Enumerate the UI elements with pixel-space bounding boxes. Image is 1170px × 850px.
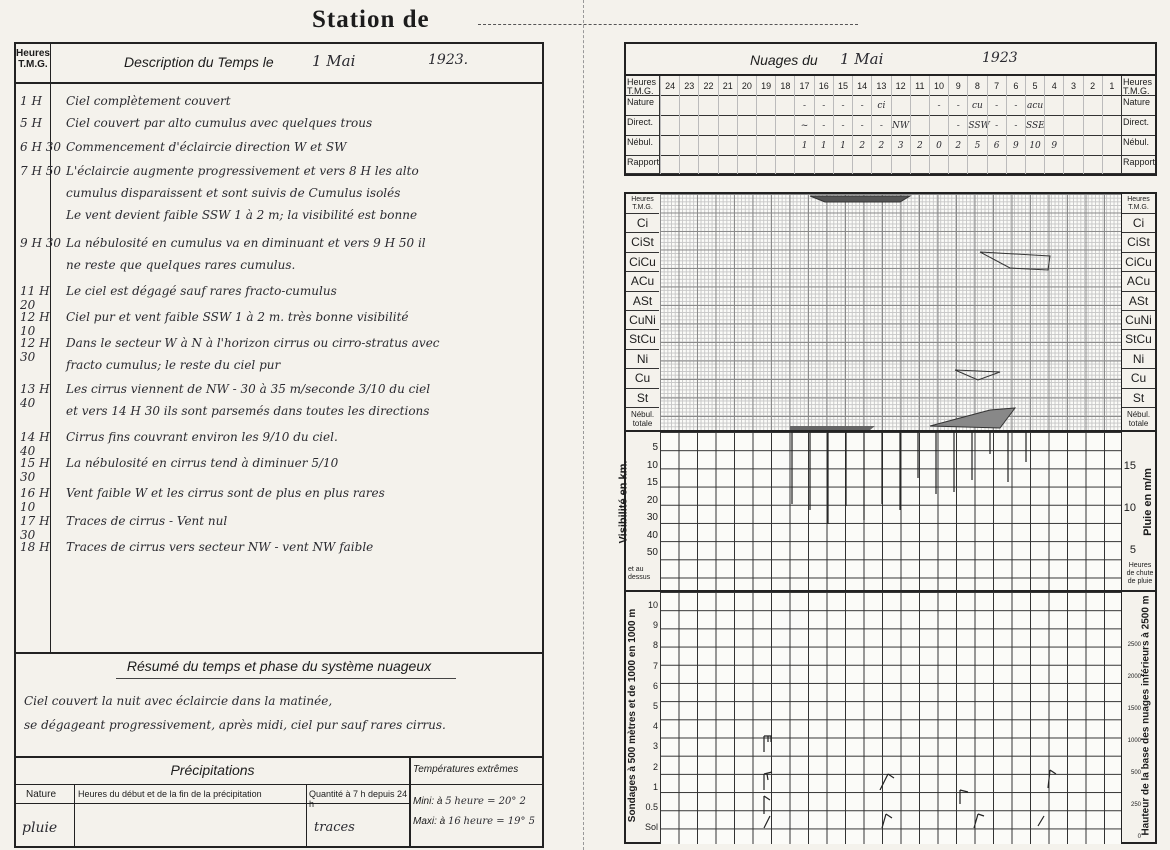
clouds-cell [1063, 136, 1082, 156]
clouds-cell [794, 156, 813, 174]
cloud-base-ticks [1123, 592, 1143, 844]
clouds-cell: SSW [967, 116, 986, 136]
description-rows [16, 88, 542, 648]
clouds-cell [1083, 156, 1102, 174]
clouds-cell [910, 96, 929, 116]
axis-tick-label: 0.5 [645, 802, 658, 812]
clouds-cell: 4 [1044, 76, 1063, 96]
clouds-cell [660, 116, 679, 136]
visibility-marks [660, 432, 1121, 592]
clouds-cell [910, 116, 929, 136]
clouds-cell: 1 [794, 136, 813, 156]
clouds-cell [1044, 156, 1063, 174]
clouds-cell [775, 136, 794, 156]
clouds-cell [737, 156, 756, 174]
clouds-cell [891, 156, 910, 174]
clouds-cell [698, 136, 717, 156]
description-year: 1923. [428, 52, 469, 68]
clouds-cell: 2 [852, 136, 871, 156]
desc-row: 11 H 20 Le ciel est dégagé sauf rares fracto-cumulus [20, 284, 337, 312]
clouds-cell: 14 [852, 76, 871, 96]
precip-col-quantity: Quantité à 7 h depuis 24 h [309, 789, 408, 809]
cloud-type-label: Ci [1122, 214, 1155, 233]
clouds-cell: 8 [967, 76, 986, 96]
clouds-cell [1006, 156, 1025, 174]
desc-row: 12 H 30 Dans le secteur W à N à l'horizon cirrus ou cirro-stratus avec [20, 336, 440, 364]
desc-row: 1 H Ciel complètement couvert [20, 94, 231, 108]
clouds-cell: 9 [948, 76, 967, 96]
clouds-cell: - [1006, 116, 1025, 136]
clouds-cell [1063, 156, 1082, 174]
axis-tick-label: 2 [652, 761, 658, 772]
page-fold [583, 0, 584, 850]
clouds-cell [929, 116, 948, 136]
axis-tick-label: 5 [652, 701, 658, 711]
precip-col-nature: Nature [26, 789, 57, 800]
clouds-label: Nuages du [750, 52, 818, 68]
clouds-cell: 0 [929, 136, 948, 156]
cloud-type-nebul-totale: Nébul. totale [1126, 410, 1151, 428]
clouds-cell: - [948, 96, 967, 116]
clouds-cell [1102, 116, 1121, 136]
clouds-cell: 1 [1102, 76, 1121, 96]
desc-row: 18 H Traces de cirrus vers secteur NW - vent NW faible [20, 540, 374, 554]
clouds-cell: 15 [833, 76, 852, 96]
clouds-row-label-right: Nébul. [1121, 136, 1155, 156]
cloud-type-label: ASt [626, 292, 659, 311]
cloud-type-label: ACu [1122, 272, 1155, 291]
precip-col-divider-2 [306, 784, 307, 848]
cloud-type-label: CuNi [1122, 311, 1155, 330]
axis-tick-label: 10 [646, 459, 658, 471]
cloud-type-label: Ni [1122, 350, 1155, 369]
clouds-cell [775, 116, 794, 136]
description-header [50, 44, 542, 84]
clouds-cell: 7 [987, 76, 1006, 96]
cloud-type-label: St [626, 389, 659, 408]
clouds-cell: 22 [698, 76, 717, 96]
clouds-cell [698, 116, 717, 136]
clouds-cell [1083, 116, 1102, 136]
cloud-type-label: StCu [1122, 330, 1155, 349]
axis-tick-label: 15 [1123, 460, 1136, 472]
clouds-cell: - [814, 116, 833, 136]
axis-tick-label: 0 [1137, 834, 1141, 840]
clouds-cell [737, 136, 756, 156]
resume-section [16, 652, 542, 758]
axis-tick-label: 4 [652, 721, 658, 732]
clouds-cell: - [929, 96, 948, 116]
desc-row: 15 H 30 La nébulosité en cirrus tend à diminuer 5/10 [20, 456, 339, 484]
visibility-extra: et au dessus [628, 566, 651, 581]
axis-tick-label: 6 [652, 680, 658, 691]
clouds-cell: 16 [814, 76, 833, 96]
station-name-line [478, 24, 858, 25]
temp-min-line: Mini: à 5 heure = 20° 2 [413, 796, 526, 807]
clouds-cell [756, 116, 775, 136]
cloud-base-label: Hauteur de la base des nuages inférieurs à 2500 m [1140, 595, 1152, 836]
clouds-row-nebul [626, 136, 1155, 156]
cloud-type-label: CiCu [626, 253, 659, 272]
cloud-type-label: CiSt [1122, 233, 1155, 252]
clouds-row-label-right: Nature [1121, 96, 1155, 116]
axis-tick-label: 30 [646, 512, 658, 523]
cloud-type-label: St [1122, 389, 1155, 408]
clouds-cell [756, 136, 775, 156]
clouds-row-label: Rapport [626, 156, 660, 174]
clouds-cell: 13 [871, 76, 890, 96]
clouds-cell [987, 156, 1006, 174]
desc-row: 9 H 30 La nébulosité en cumulus va en diminuant et vers 9 H 50 il [20, 236, 426, 250]
axis-tick-label: 5 [652, 442, 658, 453]
clouds-cell: - [1006, 96, 1025, 116]
clouds-row-label-right: Rapport [1121, 156, 1155, 174]
clouds-cell [718, 136, 737, 156]
clouds-row-label: Nébul. [626, 136, 660, 156]
clouds-cell [775, 96, 794, 116]
temp-divider [411, 784, 542, 785]
clouds-cell [1044, 96, 1063, 116]
clouds-cell: 1 [814, 136, 833, 156]
clouds-table-body [626, 76, 1155, 174]
cloud-type-label: CiSt [626, 233, 659, 252]
clouds-cell: 2 [1083, 76, 1102, 96]
cloud-type-label: Ni [626, 350, 659, 369]
precip-quantity-value: traces [314, 820, 355, 835]
clouds-cell: - [987, 116, 1006, 136]
clouds-cell [679, 116, 698, 136]
clouds-cell: 12 [891, 76, 910, 96]
clouds-cell [1102, 96, 1121, 116]
cloud-type-label: CuNi [626, 311, 659, 330]
clouds-cell: - [814, 96, 833, 116]
cloud-type-heures: Heures T.M.G. [1122, 194, 1155, 214]
axis-tick-label: Sol [644, 822, 658, 833]
clouds-cell: 24 [660, 76, 679, 96]
desc-row: ne reste que quelques rares cumulus. [66, 258, 296, 272]
clouds-cell [967, 156, 986, 174]
clouds-cell [756, 156, 775, 174]
axis-tick-label: 7 [652, 660, 658, 671]
clouds-cell: ~ [794, 116, 813, 136]
desc-row: 12 H 10 Ciel pur et vent faible SSW 1 à 2 m. très bonne visibilité [20, 310, 409, 338]
clouds-cell [679, 136, 698, 156]
clouds-cell: 19 [756, 76, 775, 96]
description-label: Description du Temps le [124, 54, 274, 70]
clouds-cell [1063, 116, 1082, 136]
precipitation-section [16, 756, 411, 846]
clouds-row-rapport [626, 156, 1155, 174]
clouds-cell [814, 156, 833, 174]
rain-label: Pluie en m/m [1141, 468, 1154, 536]
clouds-row-label: Direct. [626, 116, 660, 136]
soundings-section [626, 590, 1155, 844]
clouds-title-row [626, 44, 1155, 76]
desc-row: 13 H 40 Les cirrus viennent de NW - 30 à 35 m/seconde 3/10 du ciel [20, 382, 431, 410]
clouds-cell: acu [1025, 96, 1044, 116]
wind-sounding-marks [660, 592, 1121, 844]
cloud-types-left-column [626, 194, 661, 430]
clouds-cell: - [871, 116, 890, 136]
clouds-row-direct [626, 116, 1155, 136]
cloud-type-label: CiCu [1122, 253, 1155, 272]
axis-tick-label: 20 [646, 494, 658, 506]
clouds-cell [718, 116, 737, 136]
clouds-cell: - [833, 116, 852, 136]
precip-nature-value: pluie [22, 820, 58, 836]
axis-tick-label: 250 [1130, 802, 1141, 808]
clouds-cell [1063, 96, 1082, 116]
clouds-cell: 2 [948, 136, 967, 156]
clouds-cell: - [794, 96, 813, 116]
clouds-cell: - [987, 96, 1006, 116]
axis-tick-label: 2500 [1127, 642, 1141, 648]
clouds-row-label-right: Direct. [1121, 116, 1155, 136]
clouds-cell: 1 [833, 136, 852, 156]
clouds-cell [1083, 136, 1102, 156]
clouds-cell [698, 96, 717, 116]
clouds-cell [679, 156, 698, 174]
clouds-row-nature [626, 96, 1155, 116]
axis-tick-label: 2000 [1127, 674, 1141, 680]
resume-line-1: Ciel couvert la nuit avec éclaircie dans la matinée, [24, 694, 333, 708]
clouds-cell [737, 96, 756, 116]
clouds-cell [852, 156, 871, 174]
clouds-cell [737, 116, 756, 136]
desc-row: fracto cumulus; le reste du ciel pur [66, 358, 281, 372]
clouds-cell: 9 [1044, 136, 1063, 156]
clouds-date: 1 Mai [840, 50, 884, 68]
desc-row: et vers 14 H 30 ils sont parsemés dans toutes les directions [66, 404, 430, 418]
precip-col-hours: Heures du début et de la fin de la précipitation [78, 789, 262, 799]
clouds-cell: 21 [718, 76, 737, 96]
axis-tick-label: 1 [652, 781, 658, 792]
desc-row: 5 H Ciel couvert par alto cumulus avec quelques trous [20, 116, 373, 130]
clouds-cell: - [948, 116, 967, 136]
clouds-cell [871, 156, 890, 174]
desc-row: cumulus disparaissent et sont suivis de Cumulus isolés [66, 186, 401, 200]
clouds-row-label: Nature [626, 96, 660, 116]
clouds-cell: 18 [775, 76, 794, 96]
clouds-cell: 6 [1006, 76, 1025, 96]
clouds-cell: 5 [1025, 76, 1044, 96]
clouds-cell [948, 156, 967, 174]
clouds-row-label-right: Heures T.M.G. [1121, 76, 1155, 96]
cloud-type-label: StCu [626, 330, 659, 349]
clouds-cell [1083, 96, 1102, 116]
clouds-cell [660, 136, 679, 156]
resume-underline [116, 678, 456, 679]
clouds-cell [891, 96, 910, 116]
description-date: 1 Mai [312, 52, 356, 70]
visibility-label: Visibilité en km. [617, 460, 630, 544]
clouds-cell: 17 [794, 76, 813, 96]
axis-tick-label: 8 [652, 640, 658, 651]
axis-tick-label: 3 [652, 741, 658, 752]
cloud-observation-marks [660, 194, 1121, 430]
axis-tick-label: 10 [647, 600, 658, 610]
clouds-cell: 10 [929, 76, 948, 96]
cloud-type-label: Ci [626, 214, 659, 233]
clouds-row-heures [626, 76, 1155, 96]
clouds-cell: 9 [1006, 136, 1025, 156]
cloud-type-label: ASt [1122, 292, 1155, 311]
cloud-grid [660, 194, 1121, 430]
axis-tick-label: 500 [1130, 770, 1141, 776]
rain-ticks [1124, 432, 1138, 592]
clouds-cell [1044, 116, 1063, 136]
axis-tick-label: 9 [652, 620, 658, 631]
clouds-cell: cu [967, 96, 986, 116]
clouds-row-label: Heures T.M.G. [626, 76, 660, 96]
clouds-cell: 23 [679, 76, 698, 96]
visibility-section [617, 430, 1155, 592]
rain-extra: Heures de chute de pluie [1126, 562, 1154, 585]
desc-row: 14 H 40 Cirrus fins couvrant environ les 9/10 du ciel. [20, 430, 338, 458]
cloud-type-label: ACu [626, 272, 659, 291]
clouds-cell: 10 [1025, 136, 1044, 156]
clouds-cell: 3 [1063, 76, 1082, 96]
clouds-cell: - [833, 96, 852, 116]
clouds-cell: 2 [871, 136, 890, 156]
resume-line-2: se dégageant progressivement, après midi, ciel pur sauf rares cirrus. [24, 718, 446, 732]
clouds-table [624, 42, 1157, 176]
cloud-type-label: Cu [626, 369, 659, 388]
clouds-cell [718, 156, 737, 174]
temp-max-line: Maxi: à 16 heure = 19° 5 [413, 816, 536, 827]
clouds-cell [756, 96, 775, 116]
soundings-ticks [640, 592, 660, 844]
clouds-cell: 2 [910, 136, 929, 156]
clouds-cell [660, 156, 679, 174]
clouds-cell [910, 156, 929, 174]
clouds-cell: - [852, 96, 871, 116]
axis-tick-label: 40 [646, 529, 658, 541]
weather-description-form [14, 42, 544, 848]
clouds-cell [1102, 136, 1121, 156]
clouds-cell [698, 156, 717, 174]
hours-header: Heures T.M.G. [16, 44, 51, 84]
clouds-cell: 11 [910, 76, 929, 96]
soundings-label: Sondages à 500 mètres et de 1000 en 1000 m [627, 608, 639, 823]
clouds-cell [718, 96, 737, 116]
clouds-cell: ci [871, 96, 890, 116]
clouds-cell: NW [891, 116, 910, 136]
cloud-type-heures: Heures T.M.G. [626, 194, 659, 214]
clouds-cell: 6 [987, 136, 1006, 156]
clouds-cell [929, 156, 948, 174]
clouds-cell: SSE [1025, 116, 1044, 136]
cloud-type-diagram [617, 192, 1157, 844]
clouds-year: 1923 [982, 50, 1018, 66]
precip-col-divider-1 [74, 784, 75, 848]
cloud-type-label: Cu [1122, 369, 1155, 388]
clouds-cell [679, 96, 698, 116]
desc-row: 7 H 50 L'éclaircie augmente progressivement et vers 8 H les alto [20, 164, 419, 178]
desc-row: 16 H 10 Vent faible W et les cirrus sont de plus en plus rares [20, 486, 385, 514]
clouds-cell [833, 156, 852, 174]
visibility-ticks [640, 432, 660, 592]
clouds-cell: 5 [967, 136, 986, 156]
precip-title: Précipitations [170, 762, 255, 778]
desc-row: 6 H 30 Commencement d'éclaircie direction W et SW [20, 140, 347, 154]
axis-tick-label: 50 [646, 547, 658, 558]
page-title: Station de [312, 6, 430, 33]
clouds-cell: 20 [737, 76, 756, 96]
soundings-grid [660, 592, 1121, 844]
cloud-type-nebul-totale: Nébul. totale [630, 410, 655, 428]
axis-tick-label: 5 [1129, 544, 1136, 556]
visibility-grid [660, 432, 1121, 592]
temp-title: Températures extrêmes [413, 764, 519, 775]
desc-row: Le vent devient faible SSW 1 à 2 m; la visibilité est bonne [66, 208, 418, 222]
cloud-types-right-column [1121, 194, 1156, 430]
temperature-section [411, 756, 542, 848]
axis-tick-label: 1000 [1127, 738, 1141, 744]
clouds-cell [775, 156, 794, 174]
axis-tick-label: 15 [646, 477, 658, 488]
axis-tick-label: 1500 [1127, 706, 1141, 712]
clouds-cell [1102, 156, 1121, 174]
clouds-cell [660, 96, 679, 116]
desc-row: 17 H 30 Traces de cirrus - Vent nul [20, 514, 228, 542]
clouds-cell [1025, 156, 1044, 174]
axis-tick-label: 10 [1123, 502, 1136, 514]
resume-title: Résumé du temps et phase du système nuageux [126, 658, 432, 674]
clouds-cell: 3 [891, 136, 910, 156]
clouds-cell: - [852, 116, 871, 136]
